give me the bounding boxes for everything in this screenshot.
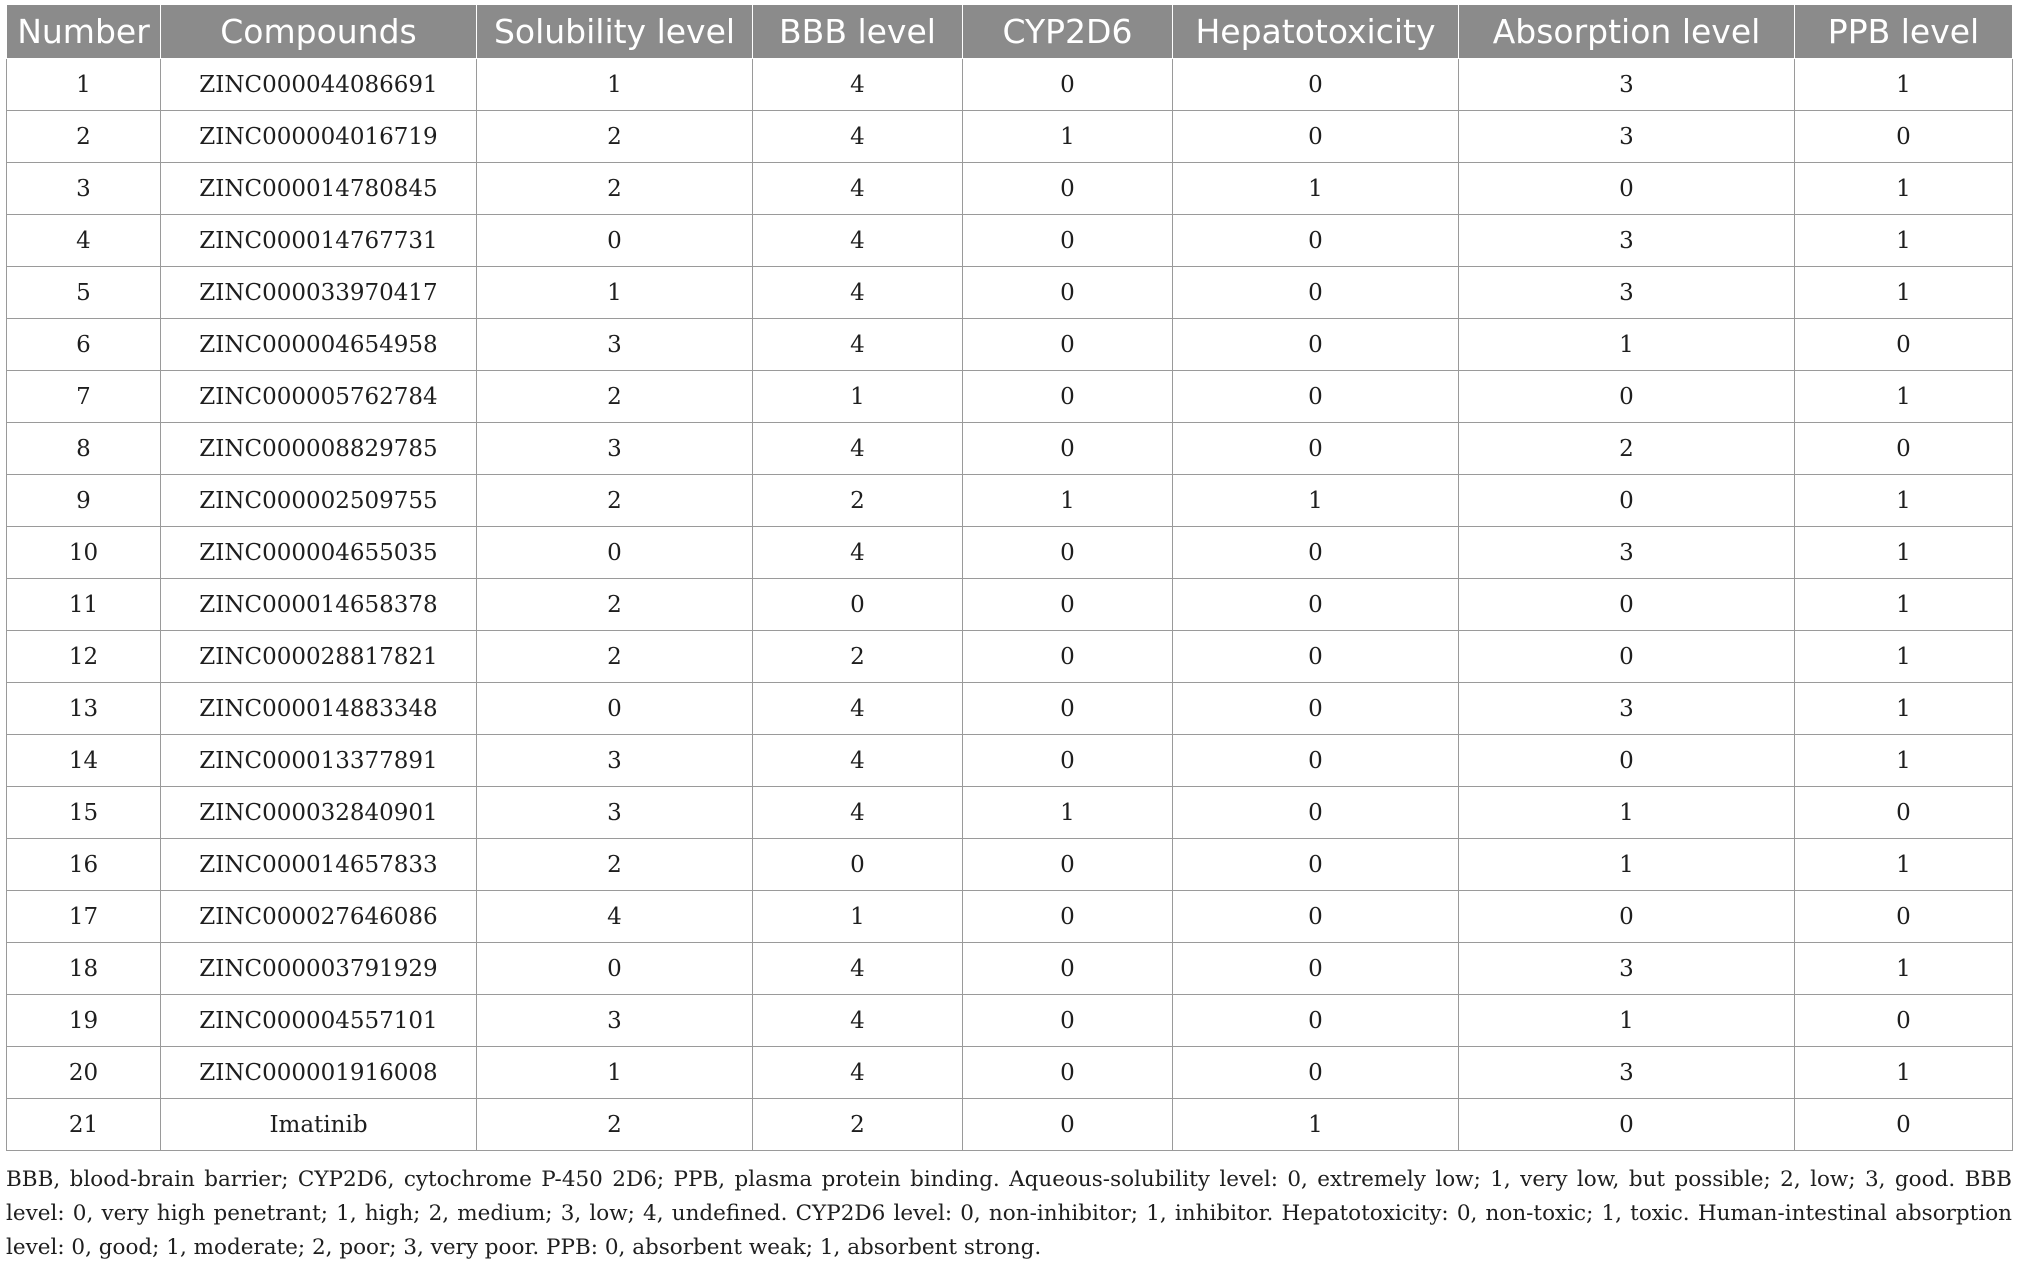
cell-compound: ZINC000014767731 bbox=[161, 215, 477, 267]
table-row bbox=[7, 995, 2013, 1047]
cell-ppb: 1 bbox=[1795, 475, 2013, 527]
cell-hepatotoxicity: 0 bbox=[1173, 787, 1459, 839]
cell-cyp2d6: 0 bbox=[963, 423, 1173, 475]
cell-bbb: 4 bbox=[753, 683, 963, 735]
header-cyp2d6: CYP2D6 bbox=[963, 5, 1173, 59]
cell-bbb: 4 bbox=[753, 735, 963, 787]
cell-bbb: 4 bbox=[753, 787, 963, 839]
table-row bbox=[7, 111, 2013, 163]
table-row bbox=[7, 319, 2013, 371]
cell-absorption: 3 bbox=[1459, 267, 1795, 319]
table-row bbox=[7, 631, 2013, 683]
cell-ppb: 0 bbox=[1795, 319, 2013, 371]
cell-hepatotoxicity: 0 bbox=[1173, 1047, 1459, 1099]
cell-number: 6 bbox=[7, 319, 161, 371]
cell-compound: ZINC000028817821 bbox=[161, 631, 477, 683]
cell-ppb: 0 bbox=[1795, 995, 2013, 1047]
cell-ppb: 1 bbox=[1795, 579, 2013, 631]
cell-absorption: 0 bbox=[1459, 163, 1795, 215]
table-body bbox=[7, 59, 2013, 1151]
cell-absorption: 3 bbox=[1459, 683, 1795, 735]
cell-cyp2d6: 0 bbox=[963, 735, 1173, 787]
cell-hepatotoxicity: 0 bbox=[1173, 995, 1459, 1047]
cell-solubility: 0 bbox=[477, 683, 753, 735]
cell-absorption: 0 bbox=[1459, 475, 1795, 527]
cell-number: 12 bbox=[7, 631, 161, 683]
table-row bbox=[7, 59, 2013, 111]
cell-ppb: 1 bbox=[1795, 267, 2013, 319]
table-row bbox=[7, 423, 2013, 475]
cell-bbb: 4 bbox=[753, 111, 963, 163]
cell-solubility: 3 bbox=[477, 787, 753, 839]
cell-cyp2d6: 0 bbox=[963, 267, 1173, 319]
cell-hepatotoxicity: 0 bbox=[1173, 215, 1459, 267]
cell-solubility: 2 bbox=[477, 1099, 753, 1151]
table-row bbox=[7, 683, 2013, 735]
cell-number: 17 bbox=[7, 891, 161, 943]
cell-solubility: 0 bbox=[477, 215, 753, 267]
cell-number: 19 bbox=[7, 995, 161, 1047]
cell-bbb: 2 bbox=[753, 631, 963, 683]
table-row bbox=[7, 891, 2013, 943]
cell-cyp2d6: 0 bbox=[963, 631, 1173, 683]
cell-hepatotoxicity: 0 bbox=[1173, 943, 1459, 995]
cell-absorption: 3 bbox=[1459, 215, 1795, 267]
cell-cyp2d6: 0 bbox=[963, 579, 1173, 631]
cell-number: 13 bbox=[7, 683, 161, 735]
cell-hepatotoxicity: 0 bbox=[1173, 527, 1459, 579]
cell-compound: ZINC000005762784 bbox=[161, 371, 477, 423]
cell-cyp2d6: 0 bbox=[963, 683, 1173, 735]
cell-absorption: 2 bbox=[1459, 423, 1795, 475]
cell-absorption: 0 bbox=[1459, 1099, 1795, 1151]
cell-hepatotoxicity: 0 bbox=[1173, 683, 1459, 735]
cell-compound: ZINC000003791929 bbox=[161, 943, 477, 995]
header-bbb-level: BBB level bbox=[753, 5, 963, 59]
cell-number: 4 bbox=[7, 215, 161, 267]
cell-bbb: 1 bbox=[753, 371, 963, 423]
header-ppb-level: PPB level bbox=[1795, 5, 2013, 59]
cell-absorption: 3 bbox=[1459, 943, 1795, 995]
cell-solubility: 0 bbox=[477, 527, 753, 579]
cell-cyp2d6: 1 bbox=[963, 787, 1173, 839]
cell-ppb: 1 bbox=[1795, 943, 2013, 995]
table-row bbox=[7, 943, 2013, 995]
cell-compound: ZINC000001916008 bbox=[161, 1047, 477, 1099]
cell-bbb: 4 bbox=[753, 423, 963, 475]
cell-solubility: 3 bbox=[477, 735, 753, 787]
cell-ppb: 0 bbox=[1795, 1099, 2013, 1151]
cell-hepatotoxicity: 0 bbox=[1173, 111, 1459, 163]
header-number: Number bbox=[7, 5, 161, 59]
cell-number: 10 bbox=[7, 527, 161, 579]
cell-compound: ZINC000004016719 bbox=[161, 111, 477, 163]
cell-hepatotoxicity: 0 bbox=[1173, 839, 1459, 891]
cell-number: 7 bbox=[7, 371, 161, 423]
cell-solubility: 3 bbox=[477, 319, 753, 371]
cell-solubility: 2 bbox=[477, 631, 753, 683]
cell-compound: ZINC000008829785 bbox=[161, 423, 477, 475]
table-row bbox=[7, 267, 2013, 319]
cell-ppb: 1 bbox=[1795, 59, 2013, 111]
cell-hepatotoxicity: 1 bbox=[1173, 475, 1459, 527]
cell-compound: ZINC000033970417 bbox=[161, 267, 477, 319]
admet-table bbox=[6, 4, 2013, 1151]
table-row bbox=[7, 579, 2013, 631]
cell-compound: ZINC000004655035 bbox=[161, 527, 477, 579]
cell-absorption: 0 bbox=[1459, 371, 1795, 423]
cell-ppb: 1 bbox=[1795, 527, 2013, 579]
cell-number: 5 bbox=[7, 267, 161, 319]
table-row bbox=[7, 215, 2013, 267]
cell-hepatotoxicity: 0 bbox=[1173, 267, 1459, 319]
cell-cyp2d6: 0 bbox=[963, 1047, 1173, 1099]
table-row bbox=[7, 163, 2013, 215]
header-solubility-level: Solubility level bbox=[477, 5, 753, 59]
cell-bbb: 4 bbox=[753, 319, 963, 371]
cell-cyp2d6: 0 bbox=[963, 163, 1173, 215]
cell-compound: ZINC000014657833 bbox=[161, 839, 477, 891]
cell-absorption: 0 bbox=[1459, 579, 1795, 631]
table-row bbox=[7, 787, 2013, 839]
cell-cyp2d6: 0 bbox=[963, 371, 1173, 423]
cell-bbb: 4 bbox=[753, 59, 963, 111]
cell-hepatotoxicity: 0 bbox=[1173, 735, 1459, 787]
cell-ppb: 1 bbox=[1795, 735, 2013, 787]
cell-absorption: 1 bbox=[1459, 787, 1795, 839]
table-row bbox=[7, 371, 2013, 423]
cell-absorption: 3 bbox=[1459, 111, 1795, 163]
cell-compound: ZINC000027646086 bbox=[161, 891, 477, 943]
cell-bbb: 4 bbox=[753, 267, 963, 319]
cell-ppb: 0 bbox=[1795, 423, 2013, 475]
cell-bbb: 4 bbox=[753, 995, 963, 1047]
cell-number: 9 bbox=[7, 475, 161, 527]
cell-ppb: 0 bbox=[1795, 111, 2013, 163]
cell-absorption: 1 bbox=[1459, 839, 1795, 891]
cell-bbb: 4 bbox=[753, 163, 963, 215]
cell-compound: ZINC000002509755 bbox=[161, 475, 477, 527]
cell-ppb: 1 bbox=[1795, 371, 2013, 423]
cell-compound: ZINC000014883348 bbox=[161, 683, 477, 735]
cell-cyp2d6: 0 bbox=[963, 995, 1173, 1047]
cell-hepatotoxicity: 1 bbox=[1173, 1099, 1459, 1151]
cell-ppb: 1 bbox=[1795, 215, 2013, 267]
cell-solubility: 2 bbox=[477, 111, 753, 163]
table-row bbox=[7, 1099, 2013, 1151]
cell-number: 15 bbox=[7, 787, 161, 839]
cell-cyp2d6: 0 bbox=[963, 527, 1173, 579]
cell-hepatotoxicity: 1 bbox=[1173, 163, 1459, 215]
cell-absorption: 1 bbox=[1459, 319, 1795, 371]
cell-absorption: 0 bbox=[1459, 891, 1795, 943]
cell-number: 21 bbox=[7, 1099, 161, 1151]
cell-ppb: 1 bbox=[1795, 683, 2013, 735]
table-row bbox=[7, 475, 2013, 527]
cell-number: 1 bbox=[7, 59, 161, 111]
cell-number: 8 bbox=[7, 423, 161, 475]
cell-hepatotoxicity: 0 bbox=[1173, 371, 1459, 423]
cell-compound: ZINC000014658378 bbox=[161, 579, 477, 631]
cell-compound: ZINC000014780845 bbox=[161, 163, 477, 215]
table-footnote: BBB, blood-brain barrier; CYP2D6, cytochrome P-450 2D6; PPB, plasma protein binding. Aqueous-solubility level: 0, extremely low; 1, very low, but possible; 2, low; 3, good. BBB level: 0, very high penetrant; 1, high; 2, medium; 3, low; 4, undefined. CYP2D6 level: 0, non-inhibitor; 1, inhibitor. Hepatotoxicity: 0, non-toxic; 1, toxic. Human-intestinal absorption level: 0, good; 1, moderate; 2, poor; 3, very poor. PPB: 0, absorbent weak; 1, absorbent strong. bbox=[6, 1167, 2012, 1260]
cell-compound: ZINC000044086691 bbox=[161, 59, 477, 111]
cell-cyp2d6: 0 bbox=[963, 1099, 1173, 1151]
cell-cyp2d6: 1 bbox=[963, 475, 1173, 527]
cell-bbb: 2 bbox=[753, 1099, 963, 1151]
cell-solubility: 1 bbox=[477, 59, 753, 111]
header-compounds: Compounds bbox=[161, 5, 477, 59]
cell-solubility: 3 bbox=[477, 995, 753, 1047]
cell-hepatotoxicity: 0 bbox=[1173, 891, 1459, 943]
cell-absorption: 0 bbox=[1459, 631, 1795, 683]
cell-bbb: 0 bbox=[753, 579, 963, 631]
cell-compound: ZINC000013377891 bbox=[161, 735, 477, 787]
cell-solubility: 2 bbox=[477, 371, 753, 423]
cell-ppb: 1 bbox=[1795, 163, 2013, 215]
table-container bbox=[6, 4, 2012, 1287]
cell-hepatotoxicity: 0 bbox=[1173, 59, 1459, 111]
cell-solubility: 1 bbox=[477, 267, 753, 319]
cell-bbb: 4 bbox=[753, 1047, 963, 1099]
cell-cyp2d6: 0 bbox=[963, 943, 1173, 995]
cell-number: 18 bbox=[7, 943, 161, 995]
header-hepatotoxicity: Hepatotoxicity bbox=[1173, 5, 1459, 59]
table-header-row bbox=[7, 5, 2013, 59]
cell-solubility: 2 bbox=[477, 579, 753, 631]
cell-absorption: 3 bbox=[1459, 59, 1795, 111]
cell-absorption: 3 bbox=[1459, 527, 1795, 579]
cell-absorption: 1 bbox=[1459, 995, 1795, 1047]
cell-compound: ZINC000004557101 bbox=[161, 995, 477, 1047]
cell-hepatotoxicity: 0 bbox=[1173, 631, 1459, 683]
table-row bbox=[7, 527, 2013, 579]
cell-ppb: 0 bbox=[1795, 787, 2013, 839]
cell-compound: ZINC000032840901 bbox=[161, 787, 477, 839]
cell-compound: Imatinib bbox=[161, 1099, 477, 1151]
cell-number: 2 bbox=[7, 111, 161, 163]
cell-number: 16 bbox=[7, 839, 161, 891]
cell-solubility: 0 bbox=[477, 943, 753, 995]
cell-bbb: 4 bbox=[753, 215, 963, 267]
cell-cyp2d6: 0 bbox=[963, 891, 1173, 943]
cell-cyp2d6: 0 bbox=[963, 319, 1173, 371]
cell-bbb: 4 bbox=[753, 527, 963, 579]
cell-solubility: 2 bbox=[477, 839, 753, 891]
cell-bbb: 0 bbox=[753, 839, 963, 891]
cell-ppb: 1 bbox=[1795, 1047, 2013, 1099]
table-row bbox=[7, 839, 2013, 891]
cell-absorption: 3 bbox=[1459, 1047, 1795, 1099]
cell-solubility: 2 bbox=[477, 163, 753, 215]
cell-cyp2d6: 0 bbox=[963, 59, 1173, 111]
cell-hepatotoxicity: 0 bbox=[1173, 423, 1459, 475]
cell-absorption: 0 bbox=[1459, 735, 1795, 787]
cell-solubility: 4 bbox=[477, 891, 753, 943]
cell-hepatotoxicity: 0 bbox=[1173, 579, 1459, 631]
cell-number: 14 bbox=[7, 735, 161, 787]
cell-number: 3 bbox=[7, 163, 161, 215]
cell-bbb: 4 bbox=[753, 943, 963, 995]
cell-solubility: 1 bbox=[477, 1047, 753, 1099]
cell-ppb: 0 bbox=[1795, 891, 2013, 943]
cell-cyp2d6: 1 bbox=[963, 111, 1173, 163]
cell-ppb: 1 bbox=[1795, 631, 2013, 683]
table-row bbox=[7, 735, 2013, 787]
cell-bbb: 2 bbox=[753, 475, 963, 527]
table-row bbox=[7, 1047, 2013, 1099]
cell-compound: ZINC000004654958 bbox=[161, 319, 477, 371]
cell-number: 11 bbox=[7, 579, 161, 631]
header-absorption-level: Absorption level bbox=[1459, 5, 1795, 59]
cell-number: 20 bbox=[7, 1047, 161, 1099]
cell-hepatotoxicity: 0 bbox=[1173, 319, 1459, 371]
cell-solubility: 3 bbox=[477, 423, 753, 475]
cell-solubility: 2 bbox=[477, 475, 753, 527]
cell-bbb: 1 bbox=[753, 891, 963, 943]
cell-cyp2d6: 0 bbox=[963, 215, 1173, 267]
cell-cyp2d6: 0 bbox=[963, 839, 1173, 891]
cell-ppb: 1 bbox=[1795, 839, 2013, 891]
